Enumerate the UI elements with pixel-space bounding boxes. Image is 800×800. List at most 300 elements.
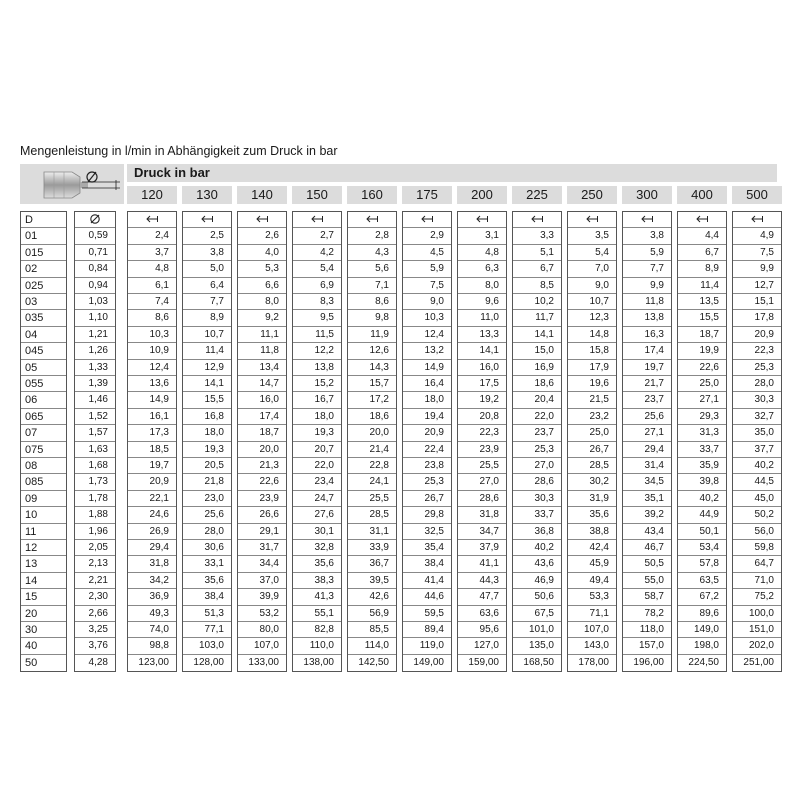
flow-value-cell: 12,4 [403,327,451,343]
arrow-left-icon [310,214,324,225]
arrow-left-icon [420,214,434,225]
flow-value-cell: 46,9 [513,573,561,589]
flow-value-cell: 34,2 [128,573,176,589]
flow-header [568,212,616,228]
flow-value-cell: 71,1 [568,606,616,622]
flow-value-cell: 7,4 [128,294,176,310]
flow-value-cell: 22,3 [458,425,506,441]
flow-value-cell: 17,9 [568,360,616,376]
arrow-left-icon [530,214,544,225]
flow-value-cell: 21,7 [623,376,671,392]
diameter-cell: 2,13 [75,556,115,572]
flow-value-cell: 31,7 [238,540,286,556]
arrow-left-icon [365,214,379,225]
nozzle-code-cell: 015 [21,245,66,261]
flow-value-cell: 16,7 [293,392,341,408]
nozzle-code-cell: 075 [21,442,66,458]
flow-value-cell: 11,0 [458,310,506,326]
flow-value-cell: 3,8 [183,245,231,261]
flow-value-cell: 43,4 [623,524,671,540]
flow-value-cell: 5,1 [513,245,561,261]
flow-value-cell: 8,5 [513,278,561,294]
flow-value-cell: 28,6 [458,491,506,507]
pressure-header-500: 500 [732,186,782,204]
flow-value-cell: 23,8 [403,458,451,474]
flow-value-cell: 16,8 [183,409,231,425]
flow-value-cell: 12,7 [733,278,781,294]
flow-value-cell: 19,9 [678,343,726,359]
flow-value-cell: 25,3 [733,360,781,376]
flow-value-cell: 33,1 [183,556,231,572]
flow-value-cell: 22,3 [733,343,781,359]
diameter-cell: 3,25 [75,622,115,638]
flow-value-cell: 21,3 [238,458,286,474]
flow-value-cell: 7,7 [623,261,671,277]
nozzle-code-cell: 045 [21,343,66,359]
flow-value-cell: 15,2 [293,376,341,392]
flow-value-cell: 198,0 [678,638,726,654]
flow-value-cell: 27,0 [458,474,506,490]
flow-value-cell: 251,00 [743,656,774,668]
flow-value-cell: 13,8 [293,360,341,376]
pressure-header-130: 130 [182,186,232,204]
flow-column-150 [292,211,342,672]
flow-value-cell: 30,1 [293,524,341,540]
flow-value-cell: 20,0 [238,442,286,458]
flow-value-cell: 4,5 [403,245,451,261]
flow-value-cell: 47,7 [458,589,506,605]
flow-value-cell: 19,2 [458,392,506,408]
flow-value-cell: 19,4 [403,409,451,425]
flow-value-cell: 3,3 [513,228,561,244]
pressure-header-200: 200 [457,186,507,204]
flow-value-cell: 33,7 [678,442,726,458]
flow-value-cell: 98,8 [128,638,176,654]
flow-value-cell: 45,0 [733,491,781,507]
flow-header [238,212,286,228]
nozzle-code-cell: 08 [21,458,66,474]
flow-value-cell: 32,5 [403,524,451,540]
flow-value-cell: 5,0 [183,261,231,277]
pressure-header-160: 160 [347,186,397,204]
flow-value-cell: 59,8 [733,540,781,556]
flow-value-cell: 9,0 [568,278,616,294]
flow-value-cell: 85,5 [348,622,396,638]
flow-value-cell: 15,7 [348,376,396,392]
nozzle-code-cell: 30 [21,622,66,638]
flow-value-cell: 49,4 [568,573,616,589]
flow-value-cell: 20,8 [458,409,506,425]
flow-value-cell: 37,7 [733,442,781,458]
pressure-header-250: 250 [567,186,617,204]
flow-value-cell: 42,6 [348,589,396,605]
flow-value-cell: 142,50 [358,656,389,668]
flow-value-cell: 50,2 [733,507,781,523]
flow-value-cell: 3,1 [458,228,506,244]
flow-value-cell: 17,8 [733,310,781,326]
diameter-cell: 0,84 [75,261,115,277]
flow-value-cell: 168,50 [523,656,554,668]
flow-value-cell: 44,9 [678,507,726,523]
flow-value-cell: 16,3 [623,327,671,343]
flow-value-cell: 22,0 [513,409,561,425]
flow-value-cell: 135,0 [513,638,561,654]
flow-value-cell: 53,2 [238,606,286,622]
flow-value-cell: 8,0 [238,294,286,310]
flow-value-cell: 18,6 [513,376,561,392]
flow-value-cell: 13,3 [458,327,506,343]
flow-value-cell: 16,0 [458,360,506,376]
flow-value-cell: 12,6 [348,343,396,359]
flow-value-cell: 196,00 [633,656,664,668]
flow-value-cell: 6,6 [238,278,286,294]
flow-value-cell: 19,6 [568,376,616,392]
flow-value-cell: 3,5 [568,228,616,244]
flow-value-cell: 27,6 [293,507,341,523]
flow-value-cell: 28,5 [568,458,616,474]
nozzle-code-cell: 07 [21,425,66,441]
flow-value-cell: 21,5 [568,392,616,408]
flow-value-cell: 101,0 [513,622,561,638]
flow-value-cell: 5,4 [568,245,616,261]
flow-value-cell: 22,8 [348,458,396,474]
flow-value-cell: 7,5 [403,278,451,294]
flow-column-400 [677,211,727,672]
flow-value-cell: 40,2 [733,458,781,474]
arrow-left-icon [585,214,599,225]
nozzle-code-cell: 065 [21,409,66,425]
flow-value-cell: 26,6 [238,507,286,523]
flow-value-cell: 6,4 [183,278,231,294]
flow-value-cell: 107,0 [238,638,286,654]
flow-value-cell: 17,4 [623,343,671,359]
flow-value-cell: 9,0 [403,294,451,310]
flow-value-cell: 40,2 [678,491,726,507]
flow-value-cell: 17,5 [458,376,506,392]
flow-value-cell: 17,3 [128,425,176,441]
flow-value-cell: 14,1 [458,343,506,359]
flow-value-cell: 14,9 [403,360,451,376]
flow-value-cell: 7,1 [348,278,396,294]
flow-value-cell: 23,7 [513,425,561,441]
flow-value-cell: 8,3 [293,294,341,310]
flow-value-cell: 12,2 [293,343,341,359]
nozzle-code-cell: 11 [21,524,66,540]
nozzle-code-cell: 50 [25,656,38,669]
diameter-cell: 1,21 [75,327,115,343]
flow-value-cell: 24,1 [348,474,396,490]
flow-value-cell: 20,0 [348,425,396,441]
flow-value-cell: 110,0 [293,638,341,654]
flow-value-cell: 41,1 [458,556,506,572]
flow-value-cell: 16,9 [513,360,561,376]
flow-value-cell: 5,6 [348,261,396,277]
flow-value-cell: 8,9 [678,261,726,277]
nozzle-code-cell: 05 [21,360,66,376]
nozzle-code-cell: 025 [21,278,66,294]
flow-value-cell: 107,0 [568,622,616,638]
diameter-cell: 1,39 [75,376,115,392]
flow-value-cell: 20,7 [293,442,341,458]
flow-column-120 [127,211,177,672]
diameter-cell: 2,66 [75,606,115,622]
flow-value-cell: 127,0 [458,638,506,654]
flow-value-cell: 9,5 [293,310,341,326]
flow-value-cell: 10,7 [183,327,231,343]
pressure-header-175: 175 [402,186,452,204]
nozzle-code-cell: 13 [21,556,66,572]
flow-value-cell: 2,4 [128,228,176,244]
flow-value-cell: 18,0 [183,425,231,441]
flow-value-cell: 7,5 [733,245,781,261]
pressure-header-400: 400 [677,186,727,204]
flow-value-cell: 133,00 [248,656,279,668]
flow-value-cell: 123,00 [138,656,169,668]
flow-value-cell: 35,6 [293,556,341,572]
flow-value-cell: 10,9 [128,343,176,359]
arrow-left-icon [750,214,764,225]
flow-value-cell: 56,9 [348,606,396,622]
flow-value-cell: 4,8 [128,261,176,277]
flow-value-cell: 8,9 [183,310,231,326]
flow-value-cell: 46,7 [623,540,671,556]
flow-value-cell: 16,1 [128,409,176,425]
flow-value-cell: 95,6 [458,622,506,638]
flow-value-cell: 15,1 [733,294,781,310]
flow-value-cell: 27,1 [678,392,726,408]
diameter-cell: 4,28 [88,656,108,668]
flow-value-cell: 103,0 [183,638,231,654]
nozzle-code-cell: 40 [21,638,66,654]
flow-value-cell: 17,4 [238,409,286,425]
diameter-cell: 2,05 [75,540,115,556]
flow-value-cell: 9,2 [238,310,286,326]
flow-value-cell: 36,7 [348,556,396,572]
flow-value-cell: 151,0 [733,622,781,638]
flow-value-cell: 2,5 [183,228,231,244]
flow-value-cell: 25,0 [568,425,616,441]
flow-value-cell: 24,7 [293,491,341,507]
arrow-left-icon [145,214,159,225]
flow-value-cell: 14,7 [238,376,286,392]
flow-value-cell: 10,3 [403,310,451,326]
flow-value-cell: 25,6 [623,409,671,425]
flow-value-cell: 9,9 [733,261,781,277]
flow-value-cell: 29,3 [678,409,726,425]
flow-value-cell: 77,1 [183,622,231,638]
flow-value-cell: 39,5 [348,573,396,589]
flow-value-cell: 21,8 [183,474,231,490]
diameter-cell: 1,03 [75,294,115,310]
flow-value-cell: 8,0 [458,278,506,294]
flow-value-cell: 36,8 [513,524,561,540]
flow-value-cell: 6,7 [678,245,726,261]
flow-value-cell: 23,4 [293,474,341,490]
flow-value-cell: 12,4 [128,360,176,376]
flow-value-cell: 39,8 [678,474,726,490]
flow-value-cell: 26,9 [128,524,176,540]
flow-value-cell: 20,9 [403,425,451,441]
nozzle-code-cell: 035 [21,310,66,326]
flow-value-cell: 11,4 [183,343,231,359]
diameter-column [74,211,116,672]
diameter-cell: 1,63 [75,442,115,458]
flow-value-cell: 45,9 [568,556,616,572]
diameter-cell: 1,26 [75,343,115,359]
flow-value-cell: 14,1 [183,376,231,392]
flow-value-cell: 59,5 [403,606,451,622]
arrow-left-icon [695,214,709,225]
flow-value-cell: 13,4 [238,360,286,376]
flow-value-cell: 6,1 [128,278,176,294]
flow-value-cell: 15,8 [568,343,616,359]
flow-value-cell: 9,6 [458,294,506,310]
diameter-cell: 2,30 [75,589,115,605]
diameter-cell: 1,10 [75,310,115,326]
flow-value-cell: 63,5 [678,573,726,589]
flow-value-cell: 29,4 [128,540,176,556]
flow-value-cell: 12,3 [568,310,616,326]
flow-column-140 [237,211,287,672]
flow-value-cell: 7,0 [568,261,616,277]
flow-value-cell: 26,7 [568,442,616,458]
flow-value-cell: 33,9 [348,540,396,556]
flow-column-160 [347,211,397,672]
flow-value-cell: 11,5 [293,327,341,343]
flow-value-cell: 44,6 [403,589,451,605]
nozzle-code-cell: 14 [21,573,66,589]
flow-value-cell: 10,3 [128,327,176,343]
flow-value-cell: 11,4 [678,278,726,294]
flow-header [458,212,506,228]
flow-header [513,212,561,228]
flow-value-cell: 6,7 [513,261,561,277]
flow-value-cell: 30,6 [183,540,231,556]
nozzle-icon [20,164,124,204]
diameter-cell: 1,33 [75,360,115,376]
flow-value-cell: 2,7 [293,228,341,244]
flow-value-cell: 56,0 [733,524,781,540]
flow-value-cell: 31,3 [678,425,726,441]
flow-value-cell: 89,6 [678,606,726,622]
flow-value-cell: 41,3 [293,589,341,605]
flow-value-cell: 35,6 [568,507,616,523]
diameter-cell: 0,59 [75,228,115,244]
flow-header [403,212,451,228]
flow-value-cell: 2,6 [238,228,286,244]
nozzle-code-cell: 15 [21,589,66,605]
flow-value-cell: 7,7 [183,294,231,310]
flow-value-cell: 29,4 [623,442,671,458]
flow-value-cell: 35,4 [403,540,451,556]
diameter-cell: 0,94 [75,278,115,294]
flow-column-200 [457,211,507,672]
diameter-header [75,212,115,228]
diameter-cell: 1,52 [75,409,115,425]
flow-header [678,212,726,228]
flow-value-cell: 75,2 [733,589,781,605]
flow-value-cell: 58,7 [623,589,671,605]
flow-value-cell: 39,9 [238,589,286,605]
flow-value-cell: 18,0 [293,409,341,425]
flow-value-cell: 128,00 [193,656,224,668]
table-caption: Mengenleistung in l/min in Abhängigkeit zum Druck in bar [20,144,338,158]
nozzle-code-cell: 09 [21,491,66,507]
flow-value-cell: 51,3 [183,606,231,622]
flow-value-cell: 74,0 [128,622,176,638]
flow-value-cell: 21,4 [348,442,396,458]
diameter-cell: 1,68 [75,458,115,474]
flow-value-cell: 27,0 [513,458,561,474]
flow-value-cell: 143,0 [568,638,616,654]
flow-value-cell: 2,9 [403,228,451,244]
diameter-cell: 1,78 [75,491,115,507]
flow-value-cell: 32,8 [293,540,341,556]
flow-value-cell: 38,4 [403,556,451,572]
flow-value-cell: 29,8 [403,507,451,523]
flow-value-cell: 25,5 [458,458,506,474]
flow-value-cell: 30,3 [513,491,561,507]
flow-value-cell: 4,8 [458,245,506,261]
flow-value-cell: 25,0 [678,376,726,392]
flow-value-cell: 42,4 [568,540,616,556]
diameter-cell: 1,46 [75,392,115,408]
flow-column-225 [512,211,562,672]
flow-value-cell: 15,0 [513,343,561,359]
flow-value-cell: 30,2 [568,474,616,490]
flow-value-cell: 16,4 [403,376,451,392]
flow-value-cell: 202,0 [733,638,781,654]
flow-value-cell: 5,3 [238,261,286,277]
flow-value-cell: 149,00 [413,656,444,668]
flow-value-cell: 78,2 [623,606,671,622]
flow-value-cell: 5,9 [403,261,451,277]
nozzle-code-cell: 06 [21,392,66,408]
flow-value-cell: 32,7 [733,409,781,425]
flow-value-cell: 25,3 [403,474,451,490]
flow-value-cell: 63,6 [458,606,506,622]
flow-value-cell: 23,9 [238,491,286,507]
flow-value-cell: 43,6 [513,556,561,572]
flow-value-cell: 18,0 [403,392,451,408]
flow-value-cell: 49,3 [128,606,176,622]
diameter-icon [89,214,101,225]
flow-value-cell: 27,1 [623,425,671,441]
flow-value-cell: 4,3 [348,245,396,261]
flow-value-cell: 10,2 [513,294,561,310]
flow-value-cell: 11,1 [238,327,286,343]
flow-value-cell: 36,9 [128,589,176,605]
flow-value-cell: 31,8 [128,556,176,572]
flow-value-cell: 138,00 [303,656,334,668]
pressure-header-150: 150 [292,186,342,204]
flow-value-cell: 35,1 [623,491,671,507]
flow-value-cell: 19,7 [128,458,176,474]
flow-value-cell: 37,9 [458,540,506,556]
flow-value-cell: 30,3 [733,392,781,408]
flow-value-cell: 29,1 [238,524,286,540]
flow-value-cell: 50,5 [623,556,671,572]
flow-value-cell: 25,6 [183,507,231,523]
pressure-group-header: Druck in bar [127,164,777,182]
flow-header [128,212,176,228]
pressure-header-225: 225 [512,186,562,204]
flow-value-cell: 31,8 [458,507,506,523]
flow-value-cell: 19,3 [183,442,231,458]
flow-value-cell: 64,7 [733,556,781,572]
flow-value-cell: 24,6 [128,507,176,523]
flow-value-cell: 15,5 [678,310,726,326]
